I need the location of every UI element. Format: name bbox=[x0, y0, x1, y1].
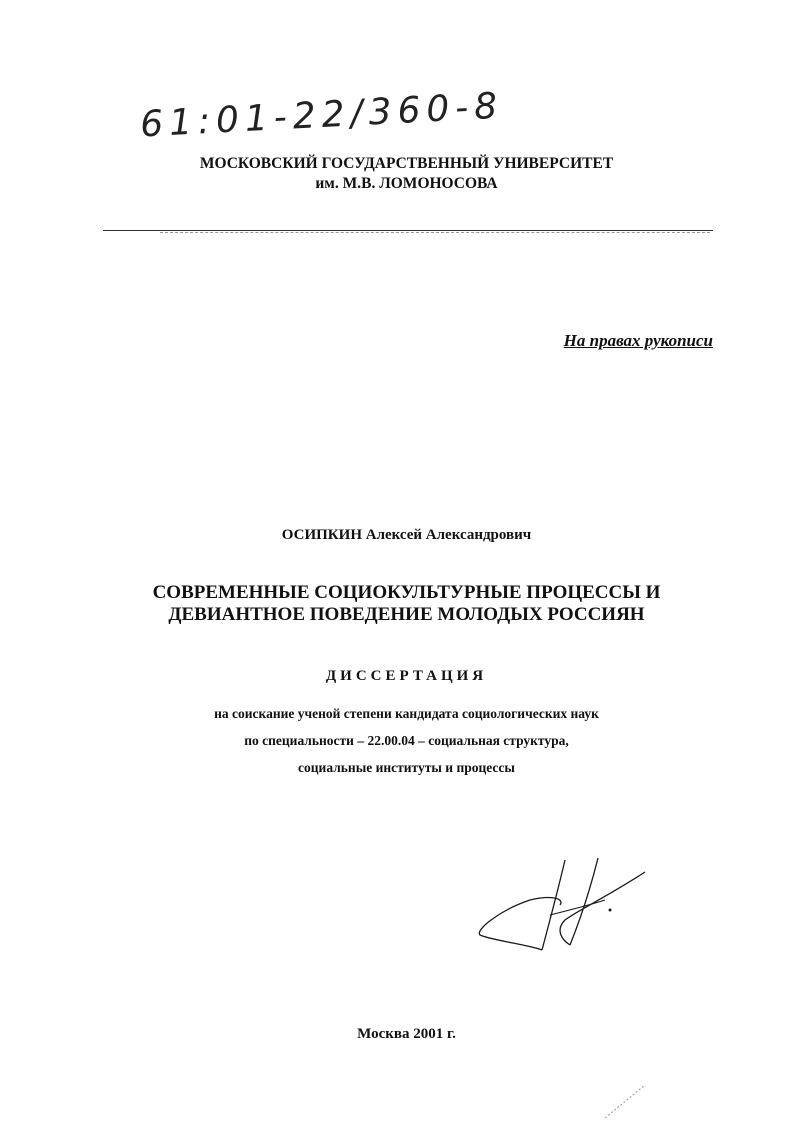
rights-note: На правах рукописи bbox=[563, 331, 713, 350]
university-name: МОСКОВСКИЙ ГОСУДАРСТВЕННЫЙ УНИВЕРСИТЕТ bbox=[199, 155, 614, 172]
signature-icon bbox=[470, 850, 660, 960]
header-divider bbox=[103, 230, 713, 231]
handwritten-catalog-number: 61:01-22/360-8 bbox=[139, 85, 505, 146]
city-year: Москва 2001 г. bbox=[357, 1026, 456, 1042]
author-name: ОСИПКИН Алексей Александрович bbox=[281, 527, 532, 543]
dissertation-title-line-2: ДЕВИАНТНОЕ ПОВЕДЕНИЕ МОЛОДЫХ РОССИЯН bbox=[168, 604, 645, 625]
scan-mark-icon bbox=[600, 1080, 650, 1120]
degree-description-line-1: на соискание ученой степени кандидата социологических наук bbox=[214, 706, 599, 721]
university-named-after: им. М.В. ЛОМОНОСОВА bbox=[315, 175, 498, 192]
dissertation-title-line-1: СОВРЕМЕННЫЕ СОЦИОКУЛЬТУРНЫЕ ПРОЦЕССЫ И bbox=[152, 582, 661, 603]
degree-description-line-2: по специальности – 22.00.04 – социальная структура, bbox=[244, 733, 569, 748]
degree-description-line-3: социальные институты и процессы bbox=[298, 760, 515, 775]
document-type: ДИССЕРТАЦИЯ bbox=[325, 668, 488, 684]
header-divider-faint bbox=[160, 232, 710, 233]
